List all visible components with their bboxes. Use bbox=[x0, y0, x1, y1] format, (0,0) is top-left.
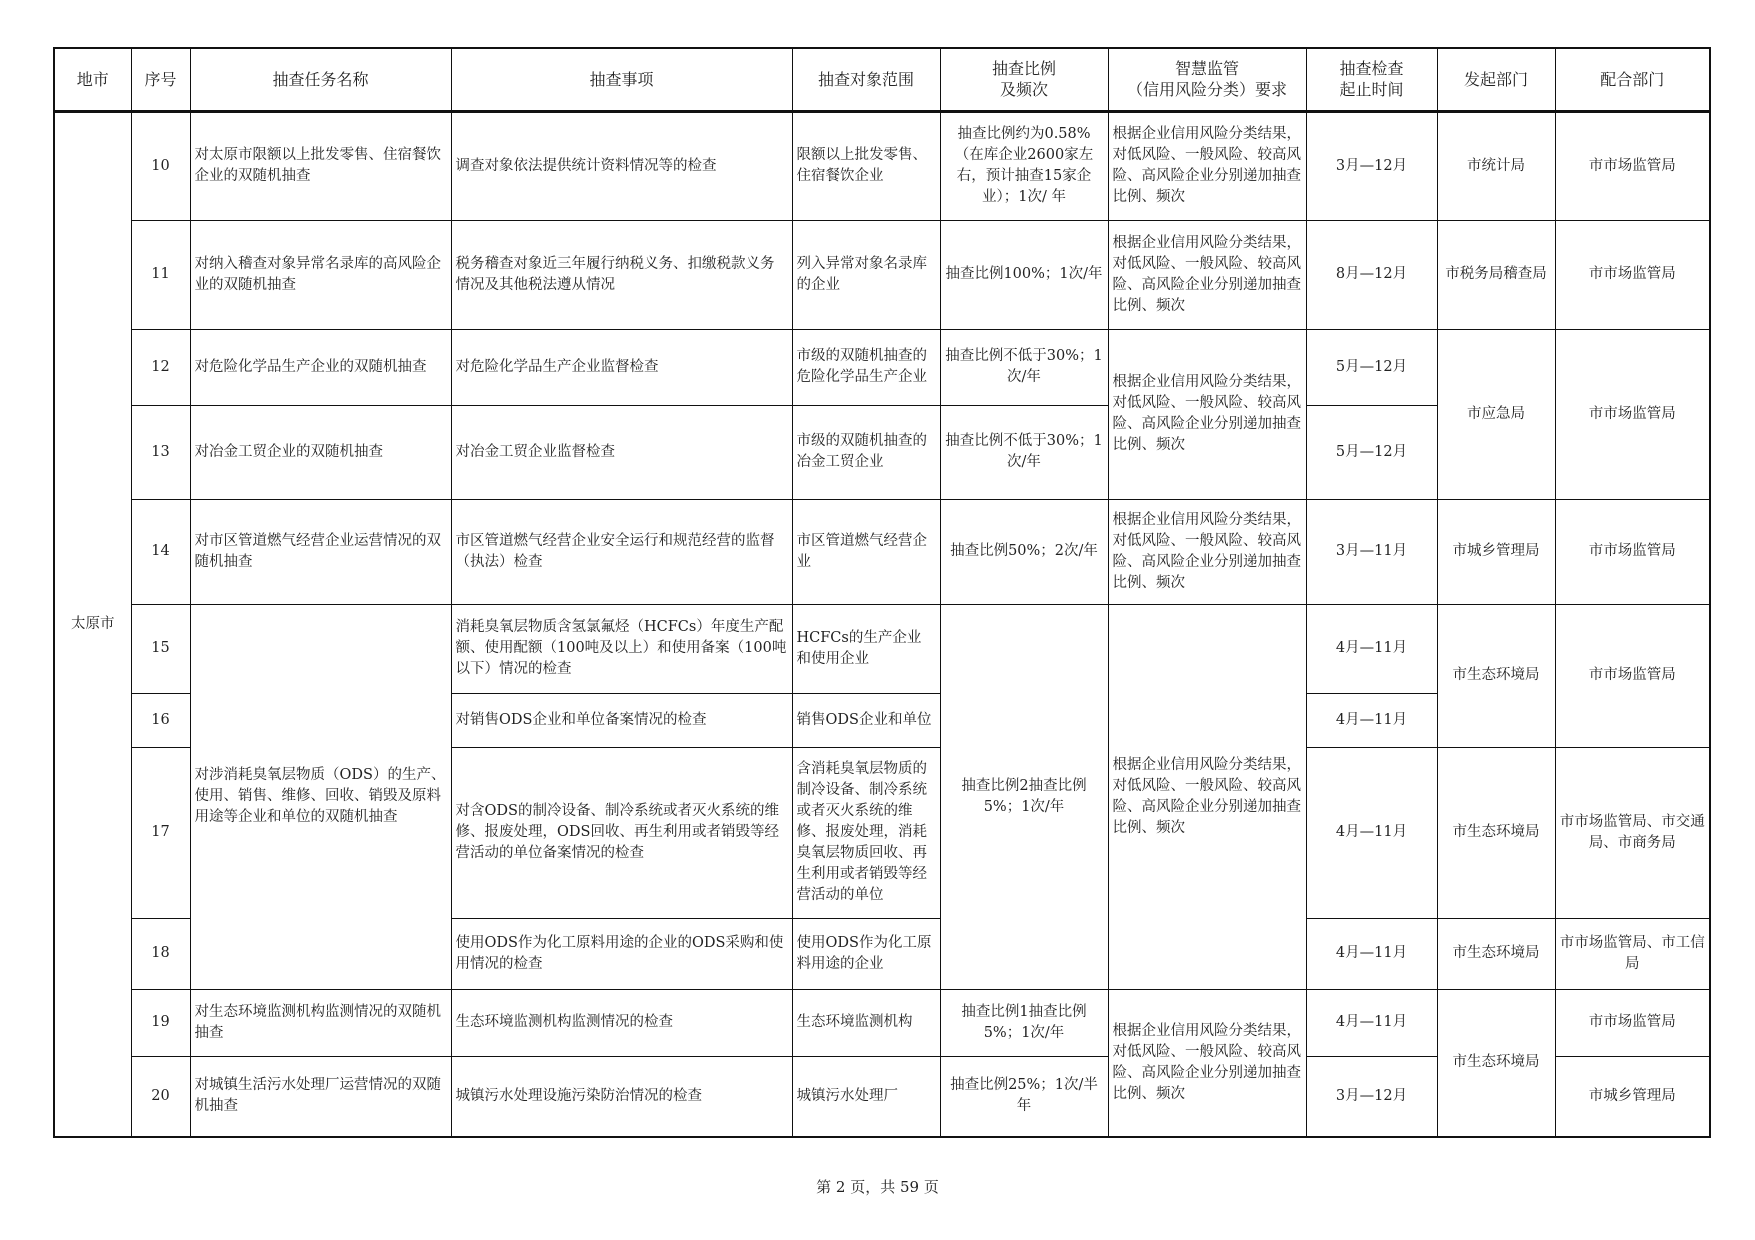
page-footer: 第 2 页，共 59 页 bbox=[816, 1178, 939, 1196]
cell-ratio: 抽查比例50%；2次/年 bbox=[940, 499, 1108, 604]
table-row bbox=[54, 111, 1710, 220]
cell-coop: 市市场监管局 bbox=[1555, 111, 1710, 220]
cell-coop: 市市场监管局 bbox=[1555, 329, 1710, 499]
cell-task: 对生态环境监测机构监测情况的双随机抽查 bbox=[190, 989, 451, 1056]
cell-ratio: 抽查比例25%；1次/半年 bbox=[940, 1056, 1108, 1137]
cell-smart: 根据企业信用风险分类结果，对低风险、一般风险、较高风险、高风险企业分别递加抽查比例、频次 bbox=[1108, 111, 1306, 220]
table-row bbox=[54, 329, 1710, 405]
cell-coop: 市市场监管局 bbox=[1555, 499, 1710, 604]
cell-ratio: 抽查比例约为0.58%（在库企业2600家左右，预计抽查15家企业）；1次/ 年 bbox=[940, 111, 1108, 220]
cell-coop: 市城乡管理局 bbox=[1555, 1056, 1710, 1137]
cell-ratio: 抽查比例不低于30%；1次/年 bbox=[940, 329, 1108, 405]
cell-smart: 根据企业信用风险分类结果，对低风险、一般风险、较高风险、高风险企业分别递加抽查比例、频次 bbox=[1108, 499, 1306, 604]
cell-ratio: 抽查比例100%；1次/年 bbox=[940, 220, 1108, 329]
header-task: 抽查任务名称 bbox=[190, 48, 451, 111]
header-time: 抽查检查 起止时间 bbox=[1306, 48, 1437, 111]
cell-time: 5月—12月 bbox=[1306, 405, 1437, 499]
cell-item: 对销售ODS企业和单位备案情况的检查 bbox=[451, 693, 792, 747]
table-row bbox=[54, 499, 1710, 604]
cell-no: 17 bbox=[131, 747, 190, 918]
cell-dept: 市生态环境局 bbox=[1437, 989, 1555, 1137]
cell-time: 3月—12月 bbox=[1306, 1056, 1437, 1137]
cell-time: 4月—11月 bbox=[1306, 747, 1437, 918]
cell-no: 18 bbox=[131, 918, 190, 989]
cell-smart: 根据企业信用风险分类结果，对低风险、一般风险、较高风险、高风险企业分别递加抽查比例、频次 bbox=[1108, 989, 1306, 1137]
cell-no: 10 bbox=[131, 111, 190, 220]
cell-task: 对涉消耗臭氧层物质（ODS）的生产、使用、销售、维修、回收、销毁及原料用途等企业和单位的双随机抽查 bbox=[190, 604, 451, 989]
cell-task: 对危险化学品生产企业的双随机抽查 bbox=[190, 329, 451, 405]
cell-no: 12 bbox=[131, 329, 190, 405]
cell-item: 消耗臭氧层物质含氢氯氟烃（HCFCs）年度生产配额、使用配额（100吨及以上）和使用备案（100吨以下）情况的检查 bbox=[451, 604, 792, 693]
cell-ratio: 抽查比例2抽查比例5%；1次/年 bbox=[940, 604, 1108, 989]
cell-task: 对太原市限额以上批发零售、住宿餐饮企业的双随机抽查 bbox=[190, 111, 451, 220]
cell-scope: 含消耗臭氧层物质的制冷设备、制冷系统或者灭火系统的维修、报废处理，消耗臭氧层物质回收、再生利用或者销毁等经营活动的单位 bbox=[792, 747, 940, 918]
header-scope: 抽查对象范围 bbox=[792, 48, 940, 111]
cell-item: 对危险化学品生产企业监督检查 bbox=[451, 329, 792, 405]
cell-smart: 根据企业信用风险分类结果，对低风险、一般风险、较高风险、高风险企业分别递加抽查比例、频次 bbox=[1108, 329, 1306, 499]
cell-scope: 列入异常对象名录库的企业 bbox=[792, 220, 940, 329]
cell-item: 对冶金工贸企业监督检查 bbox=[451, 405, 792, 499]
cell-item: 调查对象依法提供统计资料情况等的检查 bbox=[451, 111, 792, 220]
header-no: 序号 bbox=[131, 48, 190, 111]
cell-no: 16 bbox=[131, 693, 190, 747]
cell-ratio: 抽查比例1抽查比例5%；1次/年 bbox=[940, 989, 1108, 1056]
table-row bbox=[54, 604, 1710, 693]
cell-item: 税务稽查对象近三年履行纳税义务、扣缴税款义务情况及其他税法遵从情况 bbox=[451, 220, 792, 329]
header-ratio: 抽查比例 及频次 bbox=[940, 48, 1108, 111]
cell-dept: 市税务局稽查局 bbox=[1437, 220, 1555, 329]
table-row bbox=[54, 989, 1710, 1056]
cell-smart: 根据企业信用风险分类结果，对低风险、一般风险、较高风险、高风险企业分别递加抽查比例、频次 bbox=[1108, 604, 1306, 989]
cell-coop: 市市场监管局、市工信局 bbox=[1555, 918, 1710, 989]
cell-no: 20 bbox=[131, 1056, 190, 1137]
cell-dept: 市生态环境局 bbox=[1437, 604, 1555, 747]
cell-item: 生态环境监测机构监测情况的检查 bbox=[451, 989, 792, 1056]
cell-scope: 城镇污水处理厂 bbox=[792, 1056, 940, 1137]
cell-task: 对冶金工贸企业的双随机抽查 bbox=[190, 405, 451, 499]
cell-scope: 市区管道燃气经营企业 bbox=[792, 499, 940, 604]
cell-scope: 市级的双随机抽查的危险化学品生产企业 bbox=[792, 329, 940, 405]
cell-dept: 市统计局 bbox=[1437, 111, 1555, 220]
cell-time: 3月—12月 bbox=[1306, 111, 1437, 220]
cell-no: 19 bbox=[131, 989, 190, 1056]
cell-scope: HCFCs的生产企业和使用企业 bbox=[792, 604, 940, 693]
cell-task: 对城镇生活污水处理厂运营情况的双随机抽查 bbox=[190, 1056, 451, 1137]
cell-dept: 市城乡管理局 bbox=[1437, 499, 1555, 604]
cell-no: 13 bbox=[131, 405, 190, 499]
cell-task: 对纳入稽查对象异常名录库的高风险企业的双随机抽查 bbox=[190, 220, 451, 329]
cell-time: 4月—11月 bbox=[1306, 918, 1437, 989]
cell-time: 8月—12月 bbox=[1306, 220, 1437, 329]
cell-city: 太原市 bbox=[54, 111, 131, 1137]
cell-coop: 市市场监管局 bbox=[1555, 604, 1710, 747]
cell-no: 14 bbox=[131, 499, 190, 604]
header-coop: 配合部门 bbox=[1555, 48, 1710, 111]
cell-time: 4月—11月 bbox=[1306, 604, 1437, 693]
cell-scope: 市级的双随机抽查的冶金工贸企业 bbox=[792, 405, 940, 499]
cell-item: 城镇污水处理设施污染防治情况的检查 bbox=[451, 1056, 792, 1137]
cell-item: 使用ODS作为化工原料用途的企业的ODS采购和使用情况的检查 bbox=[451, 918, 792, 989]
cell-coop: 市市场监管局、市交通局、市商务局 bbox=[1555, 747, 1710, 918]
cell-dept: 市应急局 bbox=[1437, 329, 1555, 499]
cell-scope: 生态环境监测机构 bbox=[792, 989, 940, 1056]
cell-ratio: 抽查比例不低于30%；1次/年 bbox=[940, 405, 1108, 499]
header-dept: 发起部门 bbox=[1437, 48, 1555, 111]
cell-coop: 市市场监管局 bbox=[1555, 220, 1710, 329]
cell-scope: 销售ODS企业和单位 bbox=[792, 693, 940, 747]
cell-dept: 市生态环境局 bbox=[1437, 918, 1555, 989]
cell-time: 3月—11月 bbox=[1306, 499, 1437, 604]
header-item: 抽查事项 bbox=[451, 48, 792, 111]
cell-scope: 限额以上批发零售、住宿餐饮企业 bbox=[792, 111, 940, 220]
cell-time: 4月—11月 bbox=[1306, 693, 1437, 747]
header-city: 地市 bbox=[54, 48, 131, 111]
cell-item: 市区管道燃气经营企业安全运行和规范经营的监督（执法）检查 bbox=[451, 499, 792, 604]
table-row bbox=[54, 220, 1710, 329]
cell-scope: 使用ODS作为化工原料用途的企业 bbox=[792, 918, 940, 989]
cell-time: 5月—12月 bbox=[1306, 329, 1437, 405]
cell-no: 11 bbox=[131, 220, 190, 329]
cell-coop: 市市场监管局 bbox=[1555, 989, 1710, 1056]
cell-no: 15 bbox=[131, 604, 190, 693]
cell-time: 4月—11月 bbox=[1306, 989, 1437, 1056]
header-smart: 智慧监管 （信用风险分类）要求 bbox=[1108, 48, 1306, 111]
cell-item: 对含ODS的制冷设备、制冷系统或者灭火系统的维修、报废处理，ODS回收、再生利用或者销毁等经营活动的单位备案情况的检查 bbox=[451, 747, 792, 918]
cell-dept: 市生态环境局 bbox=[1437, 747, 1555, 918]
inspection-table bbox=[53, 47, 1711, 1138]
cell-smart: 根据企业信用风险分类结果，对低风险、一般风险、较高风险、高风险企业分别递加抽查比例、频次 bbox=[1108, 220, 1306, 329]
cell-task: 对市区管道燃气经营企业运营情况的双随机抽查 bbox=[190, 499, 451, 604]
